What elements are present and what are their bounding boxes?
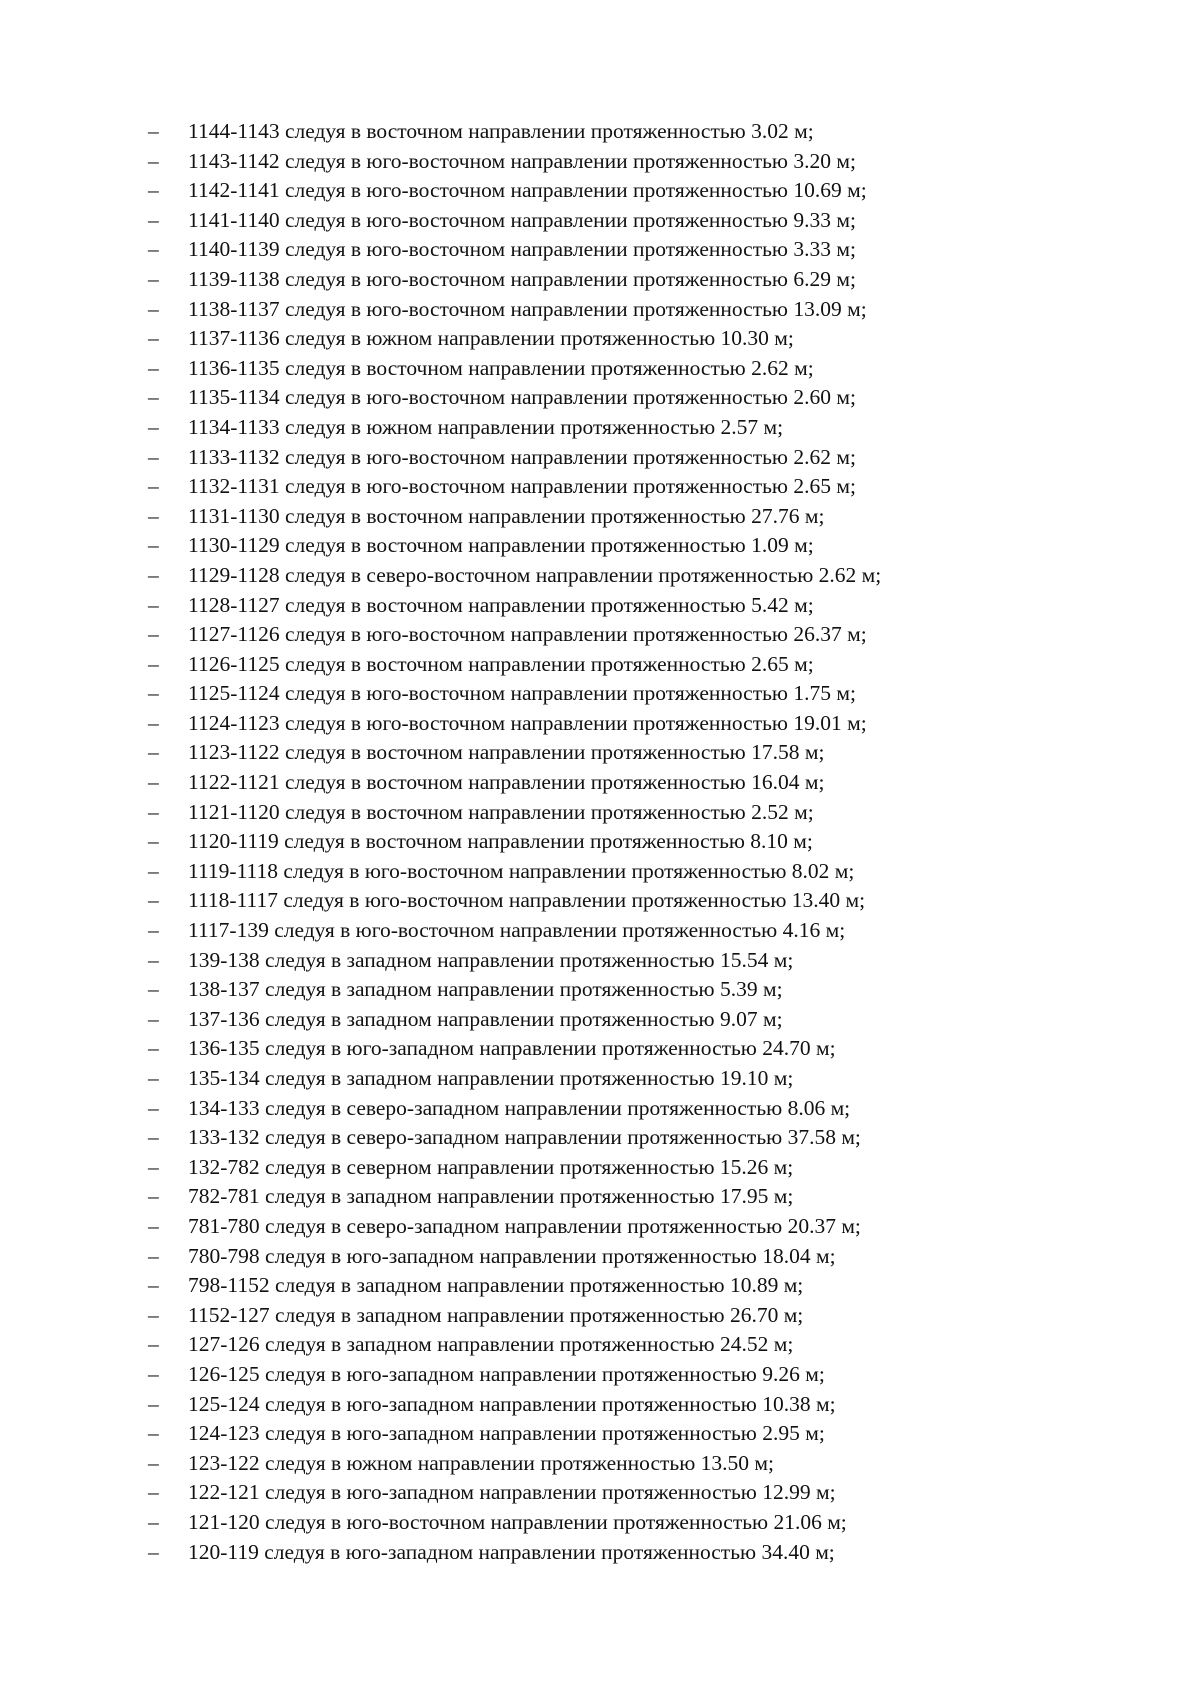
bullet-dash: – (148, 1095, 159, 1120)
segment-text: 136-135 следуя в юго-западном направлении протяженностью 24.70 м; (188, 1036, 836, 1061)
list-item (148, 857, 1148, 887)
list-item (148, 1449, 1148, 1479)
list-item (148, 650, 1148, 680)
bullet-dash: – (148, 1066, 159, 1090)
bullet-dash: – (148, 533, 159, 558)
bullet-dash: – (148, 1509, 159, 1534)
bullet-dash: – (148, 829, 159, 854)
bullet-dash: – (148, 918, 159, 943)
list-item (148, 502, 1148, 532)
bullet-dash: – (148, 355, 159, 380)
bullet-dash: – (148, 858, 159, 883)
segment-text: 1124-1123 следуя в юго-восточном направлении протяженностью 19.01 м; (188, 710, 867, 735)
segment-text: 1138-1137 следуя в юго-восточном направлении протяженностью 13.09 м; (188, 296, 867, 321)
segment-text: 1117-139 следуя в юго-восточном направлении протяженностью 4.16 м; (188, 918, 846, 943)
list-item (148, 265, 1148, 295)
segment-text: 1128-1127 следуя в восточном направлении протяженностью 5.42 м; (188, 592, 814, 617)
segment-text: 137-136 следуя в западном направлении протяженностью 9.07 м; (188, 1006, 783, 1031)
list-item (148, 413, 1148, 443)
segment-text: 1126-1125 следуя в восточном направлении протяженностью 2.65 м; (188, 651, 814, 676)
bullet-dash: – (148, 977, 159, 1002)
bullet-dash: – (148, 1480, 159, 1505)
segment-text: 1132-1131 следуя в юго-восточном направлении протяженностью 2.65 м; (188, 474, 856, 499)
segment-text: 139-138 следуя в западном направлении протяженностью 15.54 м; (188, 947, 794, 972)
list-item (148, 1153, 1148, 1183)
list-item (148, 1005, 1148, 1035)
list-item (148, 975, 1148, 1005)
bullet-dash: – (148, 385, 159, 410)
list-item (148, 768, 1148, 798)
list-item (148, 827, 1148, 857)
segment-text: 1144-1143 следуя в восточном направлении протяженностью 3.02 м; (188, 119, 814, 143)
segment-text: 780-798 следуя в юго-западном направлении протяженностью 18.04 м; (188, 1243, 836, 1268)
segment-text: 126-125 следуя в юго-западном направлении протяженностью 9.26 м; (188, 1361, 825, 1386)
list-item (148, 946, 1148, 976)
bullet-dash: – (148, 710, 159, 735)
segment-text: 782-781 следуя в западном направлении протяженностью 17.95 м; (188, 1184, 794, 1209)
list-item (148, 1182, 1148, 1212)
list-item (148, 620, 1148, 650)
segment-text: 1139-1138 следуя в юго-восточном направлении протяженностью 6.29 м; (188, 266, 856, 291)
segment-text: 135-134 следуя в западном направлении протяженностью 19.10 м; (188, 1066, 794, 1090)
bullet-dash: – (148, 1125, 159, 1150)
bullet-dash: – (148, 237, 159, 262)
segment-text: 1135-1134 следуя в юго-восточном направлении протяженностью 2.60 м; (188, 385, 856, 410)
bullet-dash: – (148, 1006, 159, 1031)
segment-text: 125-124 следуя в юго-западном направлении протяженностью 10.38 м; (188, 1391, 836, 1416)
segment-text: 1122-1121 следуя в восточном направлении протяженностью 16.04 м; (188, 770, 825, 795)
bullet-dash: – (148, 148, 159, 173)
segment-text: 1118-1117 следуя в юго-восточном направлении протяженностью 13.40 м; (188, 888, 866, 913)
list-item (148, 1034, 1148, 1064)
bullet-dash: – (148, 740, 159, 765)
list-item (148, 1271, 1148, 1301)
segment-text: 1134-1133 следуя в южном направлении протяженностью 2.57 м; (188, 414, 784, 439)
bullet-dash: – (148, 414, 159, 439)
bullet-dash: – (148, 1154, 159, 1179)
bullet-dash: – (148, 296, 159, 321)
bullet-dash: – (148, 1361, 159, 1386)
bullet-dash: – (148, 1450, 159, 1475)
list-item (148, 472, 1148, 502)
bullet-dash: – (148, 888, 159, 913)
list-item (148, 1478, 1148, 1508)
list-item (148, 1064, 1148, 1094)
segment-text: 1120-1119 следуя в восточном направлении протяженностью 8.10 м; (188, 829, 813, 854)
list-item (148, 295, 1148, 325)
segment-text: 1127-1126 следуя в юго-восточном направлении протяженностью 26.37 м; (188, 622, 867, 647)
list-item (148, 117, 1148, 147)
list-item (148, 709, 1148, 739)
segment-text: 1137-1136 следуя в южном направлении протяженностью 10.30 м; (188, 326, 794, 351)
segment-text: 1133-1132 следуя в юго-восточном направлении протяженностью 2.62 м; (188, 444, 856, 469)
list-item (148, 1360, 1148, 1390)
bullet-dash: – (148, 326, 159, 351)
bullet-dash: – (148, 1332, 159, 1357)
segment-text: 120-119 следуя в юго-западном направлении протяженностью 34.40 м; (188, 1539, 835, 1564)
segment-text: 1121-1120 следуя в восточном направлении протяженностью 2.52 м; (188, 799, 814, 824)
segment-text: 1141-1140 следуя в юго-восточном направлении протяженностью 9.33 м; (188, 207, 856, 232)
segment-text: 1152-127 следуя в западном направлении протяженностью 26.70 м; (188, 1302, 804, 1327)
bullet-dash: – (148, 178, 159, 203)
list-item (148, 147, 1148, 177)
list-item (148, 324, 1148, 354)
list-item (148, 1390, 1148, 1420)
list-item (148, 1330, 1148, 1360)
list-item (148, 443, 1148, 473)
segment-text: 781-780 следуя в северо-западном направлении протяженностью 20.37 м; (188, 1213, 861, 1238)
list-item (148, 176, 1148, 206)
segment-text: 1136-1135 следуя в восточном направлении протяженностью 2.62 м; (188, 355, 814, 380)
segment-text: 121-120 следуя в юго-восточном направлении протяженностью 21.06 м; (188, 1509, 847, 1534)
list-item (148, 561, 1148, 591)
bullet-dash: – (148, 770, 159, 795)
bullet-dash: – (148, 562, 159, 587)
list-item (148, 1212, 1148, 1242)
bullet-dash: – (148, 651, 159, 676)
bullet-dash: – (148, 1184, 159, 1209)
list-item (148, 886, 1148, 916)
bullet-dash: – (148, 681, 159, 706)
bullet-dash: – (148, 1391, 159, 1416)
list-item (148, 1123, 1148, 1153)
list-item (148, 1419, 1148, 1449)
bullet-dash: – (148, 799, 159, 824)
list-item (148, 591, 1148, 621)
bullet-dash: – (148, 1421, 159, 1446)
segment-text: 123-122 следуя в южном направлении протяженностью 13.50 м; (188, 1450, 774, 1475)
bullet-dash: – (148, 1243, 159, 1268)
segment-text: 138-137 следуя в западном направлении протяженностью 5.39 м; (188, 977, 783, 1002)
segment-text: 127-126 следуя в западном направлении протяженностью 24.52 м; (188, 1332, 794, 1357)
segment-text: 1125-1124 следуя в юго-восточном направлении протяженностью 1.75 м; (188, 681, 856, 706)
bullet-dash: – (148, 1539, 159, 1564)
bullet-dash: – (148, 947, 159, 972)
segment-text: 798-1152 следуя в западном направлении протяженностью 10.89 м; (188, 1273, 804, 1298)
list-item (148, 679, 1148, 709)
list-item (148, 798, 1148, 828)
bullet-dash: – (148, 503, 159, 528)
list-item (148, 1538, 1148, 1568)
bullet-dash: – (148, 266, 159, 291)
list-item (148, 383, 1148, 413)
bullet-dash: – (148, 1273, 159, 1298)
list-item (148, 235, 1148, 265)
segment-text: 1130-1129 следуя в восточном направлении протяженностью 1.09 м; (188, 533, 814, 558)
bullet-dash: – (148, 119, 159, 143)
list-item (148, 1242, 1148, 1272)
list-item (148, 531, 1148, 561)
segment-text: 1131-1130 следуя в восточном направлении протяженностью 27.76 м; (188, 503, 825, 528)
list-item (148, 1508, 1148, 1538)
segment-text: 1119-1118 следуя в юго-восточном направлении протяженностью 8.02 м; (188, 858, 855, 883)
bullet-dash: – (148, 592, 159, 617)
segment-text: 133-132 следуя в северо-западном направлении протяженностью 37.58 м; (188, 1125, 861, 1150)
segment-text: 1140-1139 следуя в юго-восточном направлении протяженностью 3.33 м; (188, 237, 856, 262)
segment-text: 1123-1122 следуя в восточном направлении протяженностью 17.58 м; (188, 740, 825, 765)
bullet-dash: – (148, 1213, 159, 1238)
segment-text: 1142-1141 следуя в юго-восточном направлении протяженностью 10.69 м; (188, 178, 867, 203)
segment-text: 1129-1128 следуя в северо-восточном направлении протяженностью 2.62 м; (188, 562, 882, 587)
bullet-dash: – (148, 1302, 159, 1327)
bullet-dash: – (148, 444, 159, 469)
segment-text: 124-123 следуя в юго-западном направлении протяженностью 2.95 м; (188, 1421, 825, 1446)
bullet-dash: – (148, 1036, 159, 1061)
list-item (148, 1301, 1148, 1331)
bullet-dash: – (148, 474, 159, 499)
segment-text: 1143-1142 следуя в юго-восточном направлении протяженностью 3.20 м; (188, 148, 856, 173)
list-item (148, 916, 1148, 946)
list-item (148, 206, 1148, 236)
bullet-dash: – (148, 622, 159, 647)
list-item (148, 738, 1148, 768)
bullet-dash: – (148, 207, 159, 232)
segment-text: 122-121 следуя в юго-западном направлении протяженностью 12.99 м; (188, 1480, 836, 1505)
segment-text: 132-782 следуя в северном направлении протяженностью 15.26 м; (188, 1154, 794, 1179)
segment-text: 134-133 следуя в северо-западном направлении протяженностью 8.06 м; (188, 1095, 851, 1120)
list-item (148, 354, 1148, 384)
boundary-segment-list (148, 117, 1148, 1567)
list-item (148, 1094, 1148, 1124)
